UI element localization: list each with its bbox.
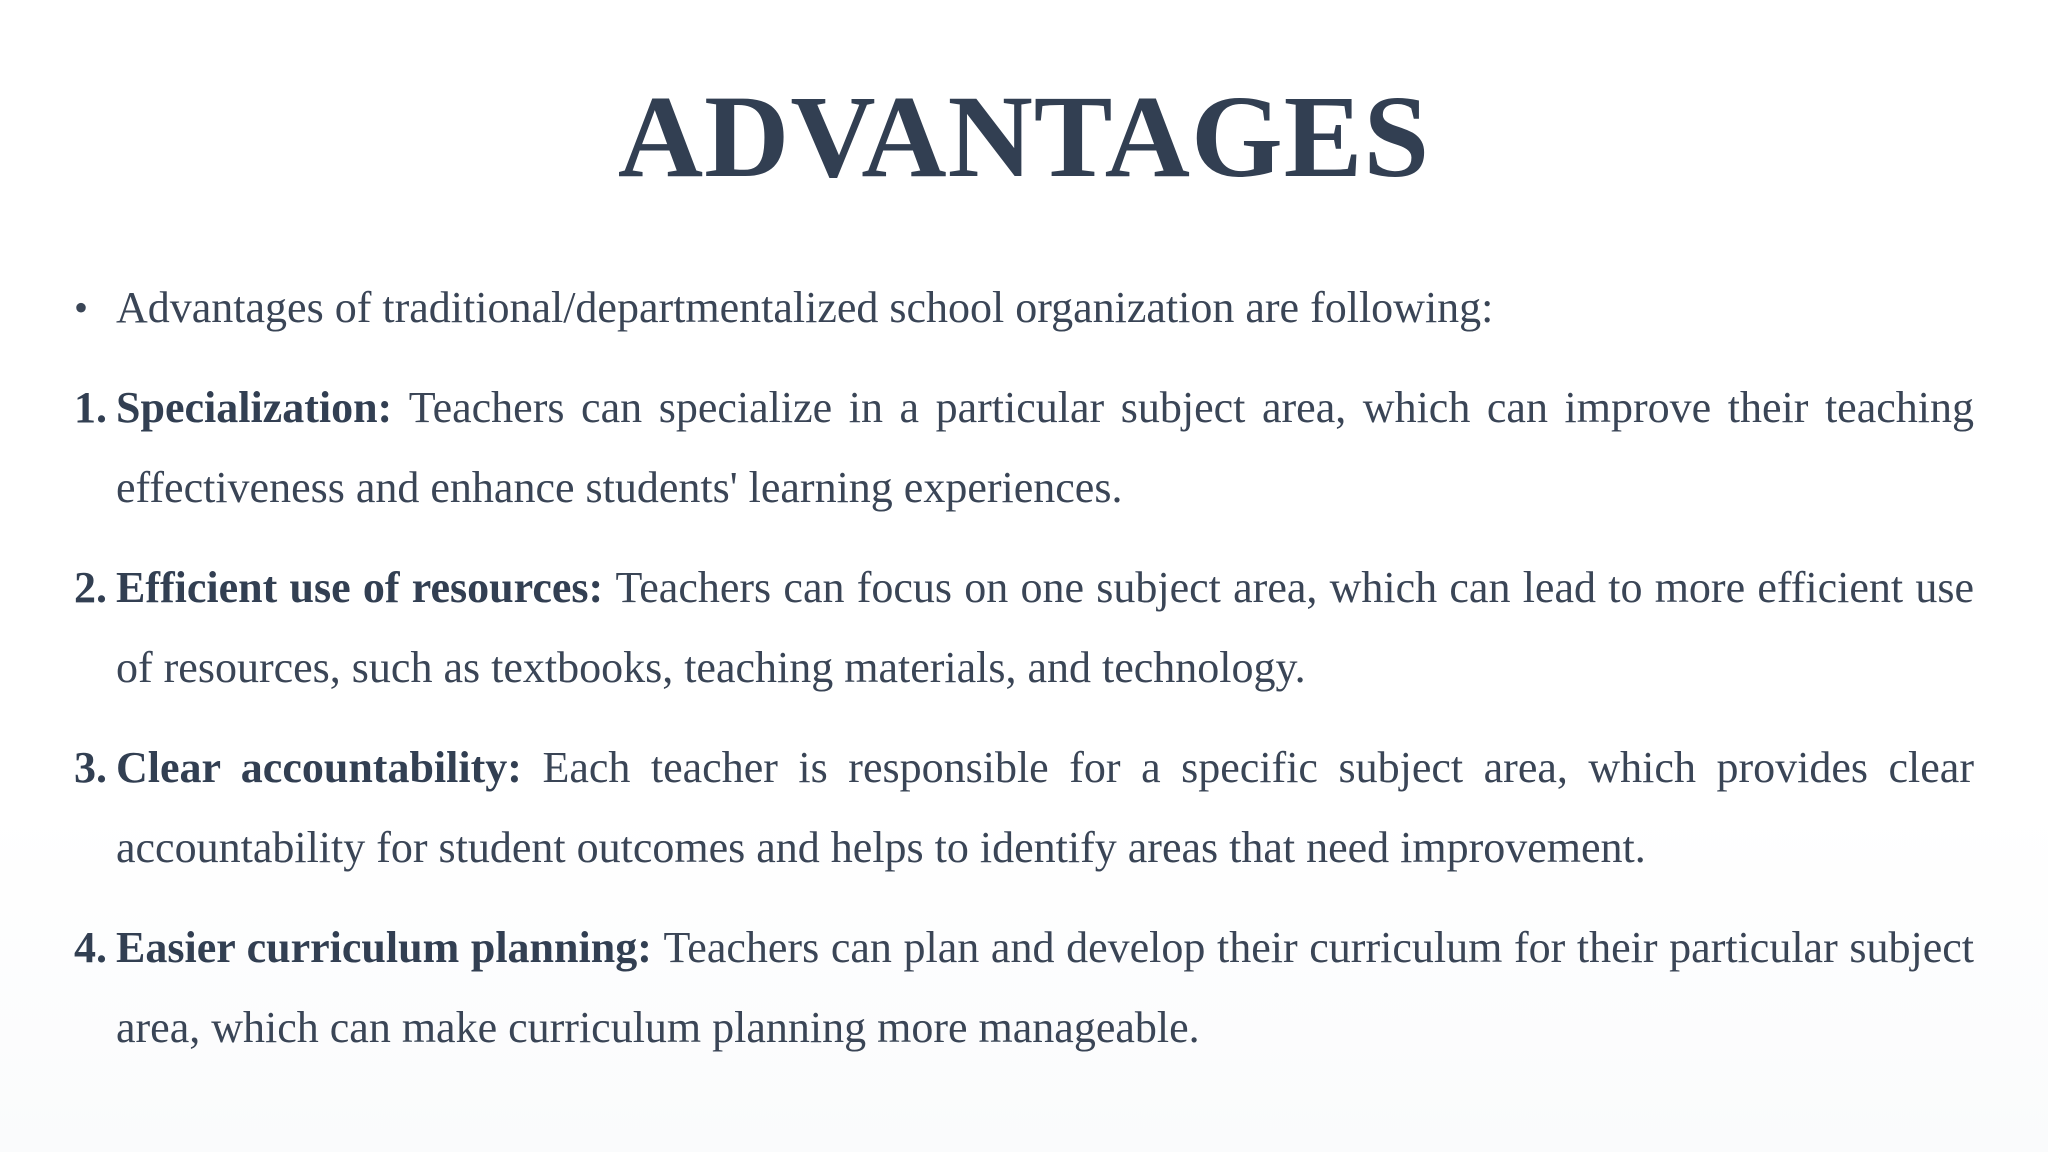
slide-content: [74, 268, 1974, 1088]
item-description: Each teacher is responsible for a specific subject area, which provides clear accountability for student outcomes and helps to identify areas that need improvement.: [116, 743, 1974, 872]
bullet-icon: •: [74, 285, 89, 330]
advantage-item-curriculum-planning: [74, 908, 1974, 1068]
item-description: Teachers can plan and develop their curriculum for their particular subject area, which can make curriculum planning more manageable.: [116, 923, 1975, 1052]
item-term: Specialization:: [116, 383, 409, 432]
item-term: Easier curriculum planning:: [116, 923, 664, 972]
item-description: Teachers can specialize in a particular subject area, which can improve their teaching effectiveness and enhance students' learning experiences.: [116, 383, 1974, 512]
advantage-item-efficient-resources: [74, 548, 1974, 708]
advantage-item-specialization: [74, 368, 1974, 528]
item-description: Teachers can focus on one subject area, which can lead to more efficient use of resources, such as textbooks, teaching materials, and technology.: [116, 563, 1975, 692]
item-number: 3.: [74, 743, 107, 792]
slide-title: ADVANTAGES: [617, 71, 1431, 202]
item-number: 4.: [74, 923, 107, 972]
advantage-item-clear-accountability: [74, 728, 1974, 888]
item-term: Efficient use of resources:: [116, 563, 616, 612]
intro-bullet-point: [74, 268, 1974, 348]
item-number: 1.: [74, 383, 107, 432]
item-term: Clear accountability:: [116, 743, 543, 792]
item-number: 2.: [74, 563, 107, 612]
intro-text: Advantages of traditional/departmentalized school organization are following:: [116, 283, 1494, 332]
